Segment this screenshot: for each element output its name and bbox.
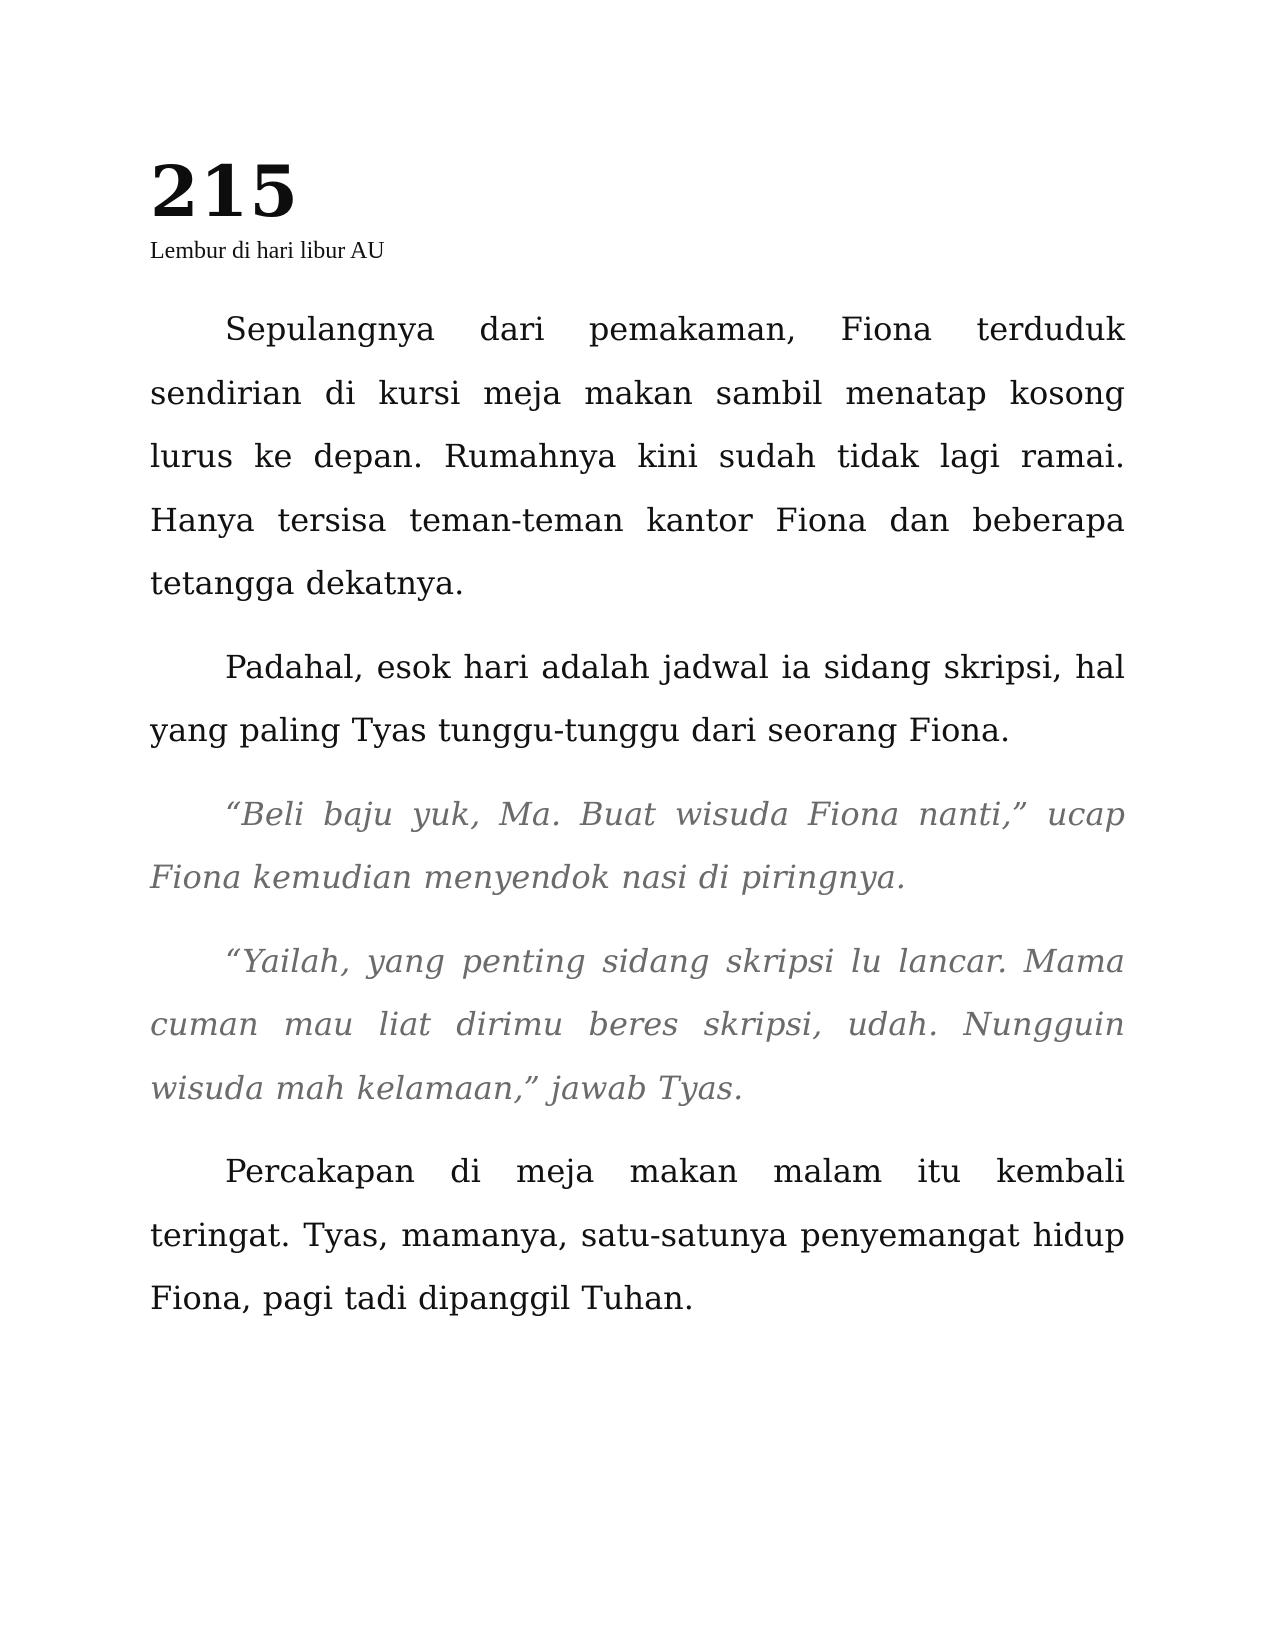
chapter-body bbox=[150, 298, 1125, 1331]
dialogue-paragraph: “Beli baju yuk, Ma. Buat wisuda Fiona nanti,” ucap Fiona kemudian menyendok nasi di piringnya. bbox=[150, 794, 1125, 896]
paragraph: Sepulangnya dari pemakaman, Fiona terduduk sendirian di kursi meja makan sambil menatap kosong lurus ke depan. Rumahnya kini sudah tidak lagi ramai. Hanya tersisa teman-teman kantor Fiona dan beberapa tetangga dekatnya. bbox=[150, 310, 1125, 602]
book-page bbox=[150, 150, 1125, 1351]
chapter-subtitle: Lembur di hari libur AU bbox=[150, 238, 385, 264]
dialogue-paragraph: “Yailah, yang penting sidang skripsi lu lancar. Mama cuman mau liat dirimu beres skripsi, udah. Nungguin wisuda mah kelamaan,” jawab Tyas. bbox=[150, 941, 1125, 1107]
paragraph: Percakapan di meja makan malam itu kembali teringat. Tyas, mamanya, satu-satunya penyemangat hidup Fiona, pagi tadi dipanggil Tuhan. bbox=[150, 1152, 1125, 1317]
chapter-number: 215 bbox=[150, 150, 300, 233]
paragraph: Padahal, esok hari adalah jadwal ia sidang skripsi, hal yang paling Tyas tunggu-tunggu dari seorang Fiona. bbox=[150, 647, 1125, 749]
